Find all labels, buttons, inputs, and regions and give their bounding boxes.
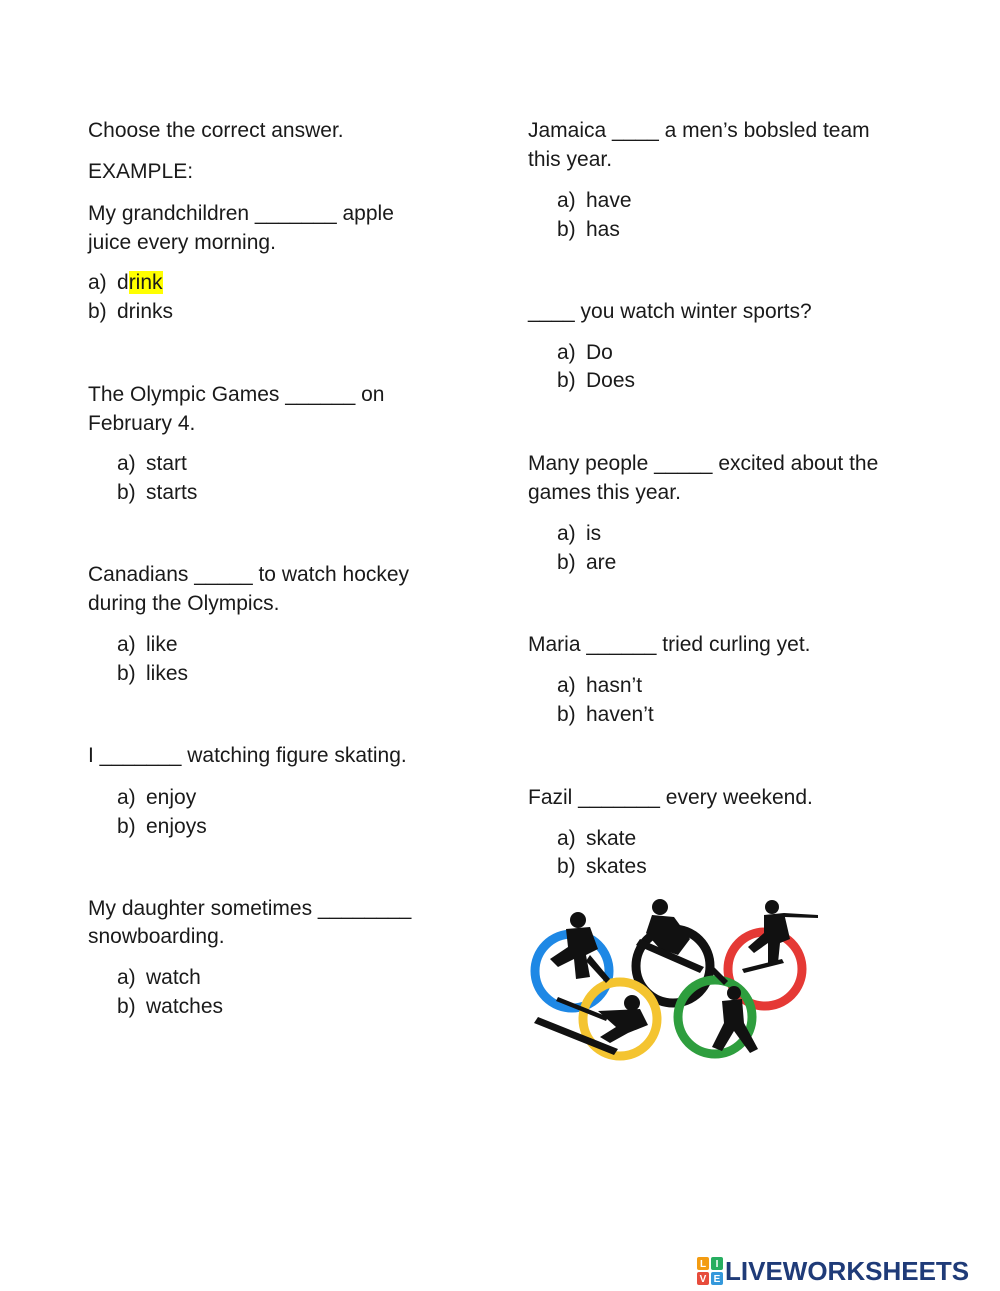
question-jamaica-line2: this year. [528,148,613,171]
answer-option[interactable] [557,824,636,853]
answer-option[interactable] [557,366,635,395]
example-option-a [88,268,163,297]
option-label: a) [557,827,576,850]
example-option-b [88,297,173,326]
option-label: b) [117,815,136,838]
option-label: a) [117,452,136,475]
option-text: enjoys [146,815,207,838]
option-label: a) [117,786,136,809]
answer-option[interactable] [117,963,201,992]
answer-option[interactable] [557,338,613,367]
instructions: Choose the correct answer. [88,119,344,142]
icon-letter: I [715,1259,719,1270]
option-label: a) [557,522,576,545]
option-text: watch [146,966,201,989]
question-canadians-line1: Canadians _____ to watch hockey [88,563,410,586]
option-text: likes [146,662,189,685]
question-many-people-line2: games this year. [528,481,681,504]
option-text: Does [586,369,636,392]
option-text: has [586,218,620,241]
olympic-rings-illustration [528,893,820,1063]
option-text: skate [586,827,637,850]
answer-option[interactable] [557,671,642,700]
option-label: b) [117,995,136,1018]
option-label: b) [557,218,576,241]
logo-wordmark: LIVEWORKSHEETS [725,1256,970,1286]
option-text: starts [146,481,198,504]
option-label: a) [557,674,576,697]
option-text: haven’t [586,703,654,726]
highlighted-answer: rink [128,271,163,294]
option-text: drinks [117,300,174,323]
option-label: b) [117,662,136,685]
answer-option[interactable] [557,215,620,244]
question-olympic-line1: The Olympic Games ______ on [88,383,385,406]
question-fazil: Fazil _______ every weekend. [528,786,813,809]
option-label: b) [557,369,576,392]
answer-option[interactable] [117,659,188,688]
answer-option[interactable] [117,783,196,812]
question-enjoy-line1: I _______ watching figure skating. [88,744,407,767]
answer-option[interactable] [117,630,178,659]
option-text: d [117,271,129,294]
icon-letter: E [713,1274,721,1285]
answer-option[interactable] [117,992,223,1021]
icon-letter: V [699,1274,707,1285]
option-label: b) [117,481,136,504]
option-text: like [146,633,178,656]
option-text: are [586,551,617,574]
answer-option[interactable] [557,548,616,577]
option-label: a) [88,271,107,294]
answer-option[interactable] [557,186,632,215]
question-canadians-line2: during the Olympics. [88,592,280,615]
answer-option[interactable] [117,812,207,841]
option-label: b) [557,551,576,574]
liveworksheets-icon [697,1257,723,1285]
option-text: hasn’t [586,674,643,697]
question-winter-sports: ____ you watch winter sports? [528,300,812,323]
option-label: b) [557,703,576,726]
icon-letter: L [699,1259,707,1270]
answer-option[interactable] [557,700,654,729]
answer-option[interactable] [557,519,601,548]
option-text: watches [146,995,224,1018]
example-question-line2: juice every morning. [88,231,276,254]
answer-option[interactable] [117,449,187,478]
question-jamaica-line1: Jamaica ____ a men’s bobsled team [528,119,870,142]
question-daughter-line2: snowboarding. [88,925,225,948]
question-many-people-line1: Many people _____ excited about the [528,452,879,475]
example-question-line1: My grandchildren _______ apple [88,202,394,225]
option-label: a) [557,189,576,212]
answer-option[interactable] [117,478,197,507]
option-label: a) [557,341,576,364]
example-heading: EXAMPLE: [88,160,194,183]
option-label: b) [88,300,107,323]
question-daughter-line1: My daughter sometimes ________ [88,897,412,920]
option-text: have [586,189,632,212]
option-text: enjoy [146,786,197,809]
question-maria: Maria ______ tried curling yet. [528,633,811,656]
option-label: a) [117,633,136,656]
answer-option[interactable] [557,852,647,881]
option-text: start [146,452,187,475]
option-label: b) [557,855,576,878]
question-olympic-line2: February 4. [88,412,196,435]
option-text: is [586,522,602,545]
option-text: Do [586,341,613,364]
option-label: a) [117,966,136,989]
option-text: skates [586,855,647,878]
